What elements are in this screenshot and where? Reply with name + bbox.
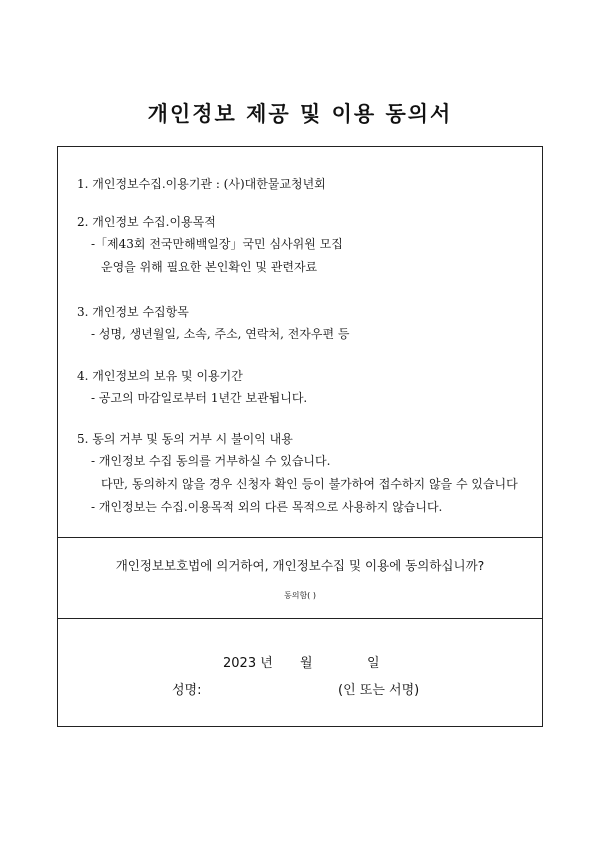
item-2-line-2: 운영을 위해 필요한 본인확인 및 관련자료 [101,260,318,274]
item-2-line-1: -「제43회 전국만해백일장」국민 심사위원 모집 [91,237,343,251]
signature-year: 2023 년 [223,656,273,671]
section-divider-2 [58,618,542,619]
signature-name-label: 성명: [172,683,202,698]
item-5-heading: 5. 동의 거부 및 동의 거부 시 불이익 내용 [77,432,293,446]
signature-day: 일 [367,656,380,671]
item-3-heading: 3. 개인정보 수집항목 [77,305,189,319]
consent-form-box [57,146,543,727]
item-5-line-2: 다만, 동의하지 않을 경우 신청자 확인 등이 불가하여 접수하지 않을 수 있습니다 [101,477,518,491]
item-5-line-1: - 개인정보 수집 동의를 거부하실 수 있습니다. [91,454,331,468]
consent-checkbox-mark[interactable]: 동의함( ) [284,591,316,600]
document-title: 개인정보 제공 및 이용 동의서 [147,102,453,126]
item-4-line-1: - 공고의 마감일로부터 1년간 보관됩니다. [91,391,308,405]
item-4-heading: 4. 개인정보의 보유 및 이용기간 [77,369,243,383]
item-5-line-3: - 개인정보는 수집.이용목적 외의 다른 목적으로 사용하지 않습니다. [91,500,443,514]
item-1-heading: 1. 개인정보수집.이용기관 : (사)대한물교청년회 [77,177,326,191]
consent-question: 개인정보보호법에 의거하여, 개인정보수집 및 이용에 동의하십니까? [115,558,485,573]
signature-month: 월 [300,656,313,671]
item-3-line-1: - 성명, 생년월일, 소속, 주소, 연락처, 전자우편 등 [91,327,350,341]
item-2-heading: 2. 개인정보 수집.이용목적 [77,215,216,229]
section-divider-1 [58,537,542,538]
signature-sign-hint: (인 또는 서명) [338,683,420,698]
